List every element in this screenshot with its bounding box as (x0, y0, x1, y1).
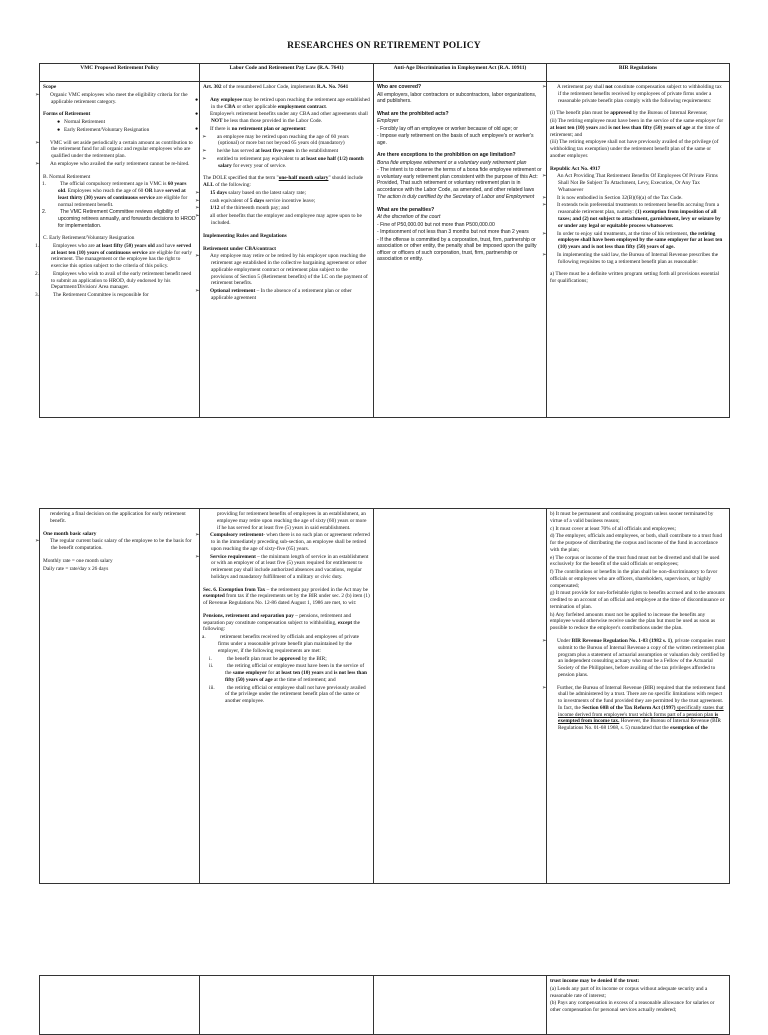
list-item: ➢ 15 days salary based on the latest salary rate; (195, 189, 306, 196)
arrow-bullet-icon: ➢ (195, 253, 200, 260)
bir-cell-continued (542, 509, 730, 884)
daily-rate: Daily rate = rate/day x 26 days (43, 565, 109, 572)
arrow-bullet-icon: ➢ (202, 148, 207, 155)
header-bir: BIR Regulations (547, 64, 730, 82)
ra-heading: Republic Act No. 4917 (550, 165, 601, 172)
arrow-bullet-icon: ➢ (35, 91, 40, 98)
list-item: ➢ An Act Providing That Retirement Benefits Of Employees Of Private Firms Shall Not Be Subject To Attachment, Levy, Execution, Or Any Tax Whatsoever (542, 173, 718, 193)
arrow-bullet-icon: ➢ (542, 194, 547, 201)
list-item: ➢ In implementing the said law, the Bureau of Internal Revenue prescribes the following requisites to tag a retirement benefit plan as reasonable: (542, 251, 719, 265)
list-item: ➢ An employee who availed the early retirement cannot be re-hired. (35, 160, 190, 167)
header-labor-code: Labor Code and Retirement Pay Law (R.A. 7641) (200, 64, 374, 82)
list-item: ➢ VMC will set aside periodically a certain amount as contribution to the retirement fund for all organic and regular employees who are qualified under the retirement plan. (35, 139, 193, 160)
list-item: iii. the retiring official or employee shall not have previously availed of the privilege under the retirement benefit plan of the same or another employee. (209, 684, 366, 705)
list-item: ii. the retiring official or employee must have been in the service of the same employer for at least ten (10) years and is not less than fifty (50) years of age at the time of retirement; and (209, 663, 367, 683)
prohibited-employer: Employer (377, 118, 399, 125)
penalty-item: - Imprisonment of not less than 3 months but not more than 2 years (377, 229, 529, 236)
list-item: ➢ entitled to retirement pay equivalent to at least one half (1/2) month salary for every year of service. (202, 155, 364, 169)
list-item: ➢ Optional retirement – In the absence of a retirement plan or other applicable agreement (195, 288, 352, 301)
exceptions-question: Are there exceptions to the prohibition on age limitation? (377, 152, 516, 159)
list-item: ● Normal Retirement (57, 119, 106, 126)
bullet-icon: ● (57, 119, 61, 126)
arrow-bullet-icon: ➢ (195, 553, 200, 560)
arrow-bullet-icon: ➢ (35, 160, 40, 167)
bir-cell (542, 82, 730, 418)
list-item: ➢ Compulsory retirement- when there is no such plan or agreement referred to in the immediately preceding sub-section, an employee shall be retired upon reaching the age of sixty-five (65) years. (195, 532, 370, 552)
list-item: ● If there is no retirement plan or agreement: (195, 125, 307, 132)
comparison-table-part-3 (39, 975, 730, 1035)
requisite-e: e) The corpus or income of the trust fund must not be diverted and shall be used exclusively for the benefit of the said officials or employees; (550, 554, 720, 568)
list-item: ➢ Service requirement – the minimum length of service in an establishment or with an employer of at least five (5) years required for entitlement to retirement pay shall include authorized absences and vacations, regular holidays and mandatory fulfillment of a military or civic duty. (195, 553, 369, 580)
comparison-table-part-2 (35, 508, 730, 884)
early-retirement-heading: C. Early Retirement/Voluntary Resignation (43, 235, 135, 242)
arrow-bullet-icon: ➢ (195, 288, 200, 295)
dole-text: The DOLE specified that the term "one-half month salary" should include ALL of the following: (203, 175, 363, 189)
anti-age-cell (374, 82, 547, 418)
list-item: ➢ Any employee may retire or be retired by his employer upon reaching the retirement age established in the collective bargaining agreement or other applicable employment contract or retirement plan subject to the provisions of Section 5 (Retirement benefits) of the LC on the payment of retirement benefits. (195, 253, 368, 287)
list-item: 1. Employees who are at least fifty (50) years old and have served at least ten (10) years of continuous service are eligible for early retirement. The management or the employee has the right to exercise this option subject to the criteria of this policy. (35, 242, 193, 270)
vmc-policy-cell-continued (35, 509, 200, 884)
labor-code-cell-page3 (200, 976, 374, 1035)
exceptions-certified: The action is duly certified by the Secretary of Labor and Employment (377, 194, 535, 201)
arrow-bullet-icon: ➢ (542, 684, 547, 691)
list-item: ➢ A retirement pay shall not constitute compensation subject to withholding tax if the retirement benefits received by employees of private firms under a reasonable private benefit plan comply with the following requirements: (542, 84, 722, 104)
list-item: ➢ 1/12 of the thirteenth month pay; and (195, 205, 289, 212)
one-month-heading: One month basic salary (43, 530, 97, 537)
penalty-item: - Fine of P50,000.00 but not more than P500,000.00 (377, 221, 495, 228)
requisite-g: g) It must provide for non-forfeitable rights to benefits accrued and to the amounts credited to an account of an official and employee at the time of discontinuance or termination of plan. (550, 590, 725, 610)
forms-heading: Forms of Retirement (43, 111, 91, 118)
bullet-icon: ● (57, 126, 61, 133)
labor-code-cell-continued (195, 509, 374, 884)
exceptions-answer: Bona fide employee retirement or a voluntary early retirement plan (377, 159, 527, 166)
vmc-policy-cell-page3 (40, 976, 200, 1035)
arrow-bullet-icon: ➢ (195, 205, 200, 212)
scope-heading: Scope (43, 84, 57, 90)
arrow-bullet-icon: ➢ (542, 173, 547, 180)
list-item: 2. Employees who wish to avail of the early retirement benefit need to submit an application to HROD, duly endorsed by his Department/Division/ Area manager. (35, 270, 192, 291)
comparison-table-part-1 (35, 63, 730, 418)
anti-age-cell-page3 (374, 976, 547, 1035)
list-item: ● Any employee may be retired upon reaching the retirement age established in the CBA or other applicable employment contract. (195, 96, 370, 110)
requisite-a: a) There must be a definite written program setting forth all provisions essential for qualifications; (550, 271, 720, 285)
prohibited-question: What are the prohibited acts? (377, 110, 449, 117)
arrow-bullet-icon: ➢ (202, 155, 207, 162)
arrow-bullet-icon: ➢ (542, 251, 547, 258)
cba-heading: Retirement under CBA/contract (203, 245, 277, 252)
requirement-iii: (iii) The retiring employee shall not have previously availed of the privilege (of withholding tax exemption) under the retirement benefit plan of the same or another employer. (550, 139, 719, 159)
header-anti-age: Anti-Age Discrimination in Employment Act (R.A. 10911) (374, 64, 547, 82)
bullet-icon: ● (195, 125, 199, 132)
exceptions-detail: - The intent is to observe the terms of a bona fide employee retirement or a voluntary early retirement plan consistent with the purpose of this Act: Provided, That such retirement or voluntary retirement plan is in accordance with the Labor Code, as amended, and other related laws (377, 167, 542, 193)
arrow-bullet-icon: ➢ (542, 84, 547, 90)
arrow-bullet-icon: ➢ (35, 139, 40, 146)
list-item: a. retirement benefits received by officials and employees of private firms under a reasonable private benefit plan maintained by the employer, if the following requirements are met: (202, 634, 360, 654)
list-item: i. the benefit plan must be approved by the BIR; (209, 655, 327, 662)
prohibited-item: - Impose early retirement on the basis of such employee's or worker's age. (377, 133, 534, 146)
bir-cell-page3 (547, 976, 730, 1035)
list-item: 3. The Retirement Committee is responsible for (35, 292, 149, 299)
requisite-h: h) Any forfeited amounts must not be applied to increase the benefits any employee would otherwise receive under the plan but must be used as soon as possible to reduce the employer's contributions under the plan. (550, 611, 716, 632)
arrow-bullet-icon: ➢ (542, 202, 547, 209)
pensions-text: Pensions, retirement and separation pay – pensions, retirement and separation pay constitute compensation subject to withholding, except the following: (203, 612, 360, 633)
header-vmc: VMC Proposed Retirement Policy (40, 64, 200, 82)
arrow-bullet-icon: ➢ (542, 638, 547, 645)
penalty-item: - If the offense is committed by a corporation, trust, firm, partnership or association or other entity, the penalty shall be imposed upon the guilty officer or officers of such corporation, trust, firm, partnership or association or entity. (377, 236, 537, 263)
penalties-question: What are the penalties? (377, 206, 435, 213)
anti-age-cell-continued (374, 509, 547, 884)
bullet-icon: ● (195, 96, 199, 103)
arrow-bullet-icon: ➢ (195, 197, 200, 204)
monthly-rate: Monthly rate = one month salary (43, 557, 113, 564)
list-item: ➢ In order to enjoy said treatments, at the time of his retirement, the retiring employee shall have been employed by the same employer for at least ten (10) years and is not less than fifty (50) years of age. (542, 230, 723, 251)
list-item: ➢ It extends twin preferential treatments to retirement benefits accruing from a reasonable retirement plan, namely: (1) exemption from imposition of all taxes; and (2) not subject to attachment, garnishment, levy or seizure by or under any legal or equitable process whatsoever. (542, 202, 721, 229)
vmc-policy-cell (35, 82, 200, 418)
page-title: RESEARCHES ON RETIREMENT POLICY (287, 41, 481, 51)
requisite-c: c) It must cover at least 70% of all officials and employees; (550, 525, 676, 532)
trust-denial-a: (a) Lends any part of its income or corpus without adequate security and a reasonable rate of interest; (550, 985, 708, 999)
requisite-b: b) It must be permanent and continuing program unless sooner terminated by virtue of a valid business reason; (550, 511, 714, 524)
normal-retirement-heading: B. Normal Retirement (43, 173, 91, 180)
list-item: ➢ cash equivalent of 5 days service incentive leave; (195, 197, 316, 204)
trust-denial-heading: trust income may be denied if the trust: (550, 978, 640, 984)
arrow-bullet-icon: ➢ (195, 213, 200, 220)
requirement-i: (i) The benefit plan must be approved by the Bureau of Internal Revenue; (550, 110, 708, 117)
covered-answer: All employers, labor contractors or subcontractors, labor organizations, and publishers. (377, 91, 537, 105)
list-item: ➢ Further, the Bureau of Internal Revenue (BIR) required that the retirement fund shall be administered by a trust. There are no specific limitations with respect to investments of the fund provided they are permitted by the trust agreement. In fact, the Section 60B of the Tax Reform Act (1997) specifically states that income derived from employee's trust which forms part of a pension plan is exempted from income tax. However, the Bureau of Internal Revenue (BIR Regulations No. 01-68 1968, s. 5) mandated that the exemption of the (542, 684, 726, 732)
trust-denial-b: (b) Pays any compensation in excess of a reasonable allowance for salaries or other compensation for personal services actually rendered; (550, 1000, 715, 1014)
list-item: ➢ all other benefits that the employer and employee may agree upon to be included. (195, 213, 362, 227)
list-item: ● Early Retirement/Voluntary Resignation (57, 126, 150, 133)
arrow-bullet-icon: ➢ (35, 538, 40, 545)
requisite-f: f) The contributions or benefits in the plan shall be non-discriminatory to favor officials or employees who are officers, shareholders, supervisors, or highly compensated; (550, 569, 718, 589)
prohibited-item: - Forcibly lay off an employee or worker because of old age; or (377, 125, 518, 132)
list-item: ➢ The regular current basic salary of the employee to be the basis for the benefit computation. (35, 538, 192, 552)
list-item: 1. The official compulsory retirement age in VMC is 60 years old. Employees who reach the age of 60 OR have served at least thirty (30) years of continuous service are eligible for normal retirement benefit. (42, 181, 188, 208)
sec6-text: Sec. 6. Exemption from Tax – the retirement pay provided in the Act may be exempted from tax if the requirements set by the BIR under sec. 2 (b) item (1) of Revenue Regulations No. 12-86 dated August 1, 1986 are met, to wit: (203, 586, 370, 607)
requirement-ii: (ii) The retiring employee must have been in the service of the same employer for at least ten (10) years and is not less than fifty (50) years of age at the time of retirement; and (550, 118, 724, 138)
art302-text: Art. 302 of the renumbered Labor Code, implements R.A. No. 7641 (203, 84, 349, 90)
irr-heading: Implementing Rules and Regulations (203, 232, 287, 239)
list-item: ➢ Under BIR Revenue Regulation No. 1-83 (1982 s. 1), private companies must submit to the Bureau of Internal Revenue a copy of the written retirement plan program plus a statement of actuarial assumption or valuation duly certified by an independent consulting actuary who must be a Fellow of the Actuarial Society of the Philippines, before availing of the tax privileges afforded to pension plans. (542, 638, 726, 678)
list-item: ➢ Organic VMC employees who meet the eligibility criteria for the applicable retirement category. (35, 91, 188, 105)
list-item-continued: providing for retirement benefits of employees in an establishment, an employee may retire upon reaching the age of sixty (60) years or more if he has served for at least five (5) years in said establishment. (217, 511, 367, 531)
penalties-answer: At the discretion of the court (377, 214, 441, 221)
arrow-bullet-icon: ➢ (195, 532, 200, 539)
list-item: 2. The VMC Retirement Committee reviews eligibility of upcoming retirees annually, and forwards decisions to HROD for implementation. (42, 209, 196, 229)
requisite-d: d) The employer, officials and employees, or both, shall contribute to a trust fund for the purpose of distributing the corpus and income of the fund in accordance with the plan; (550, 533, 722, 553)
arrow-bullet-icon: ➢ (202, 133, 207, 140)
list-item: ➢ It is now embodied in Section 32(B)(6)(a) of the Tax Code. (542, 194, 683, 201)
arrow-bullet-icon: ➢ (542, 230, 547, 237)
bullet-icon: ● (195, 111, 199, 118)
arrow-bullet-icon: ➢ (195, 189, 200, 196)
list-item: ➢ an employee may be retired upon reaching the age of 60 years (optional) or more but not beyond 65 years old (mandatory) (202, 133, 349, 147)
list-item: ● Employee's retirement benefits under any CBA and other agreements shall NOT be less than those provided in the Labor Code. (195, 111, 368, 125)
list-item-continued: rendering a final decision on the application for early retirement benefit. (50, 511, 186, 524)
covered-question: Who are covered? (377, 84, 422, 90)
list-item: ➢ he/she has served at least five years in the establishment (202, 148, 339, 155)
labor-code-cell (195, 82, 374, 418)
